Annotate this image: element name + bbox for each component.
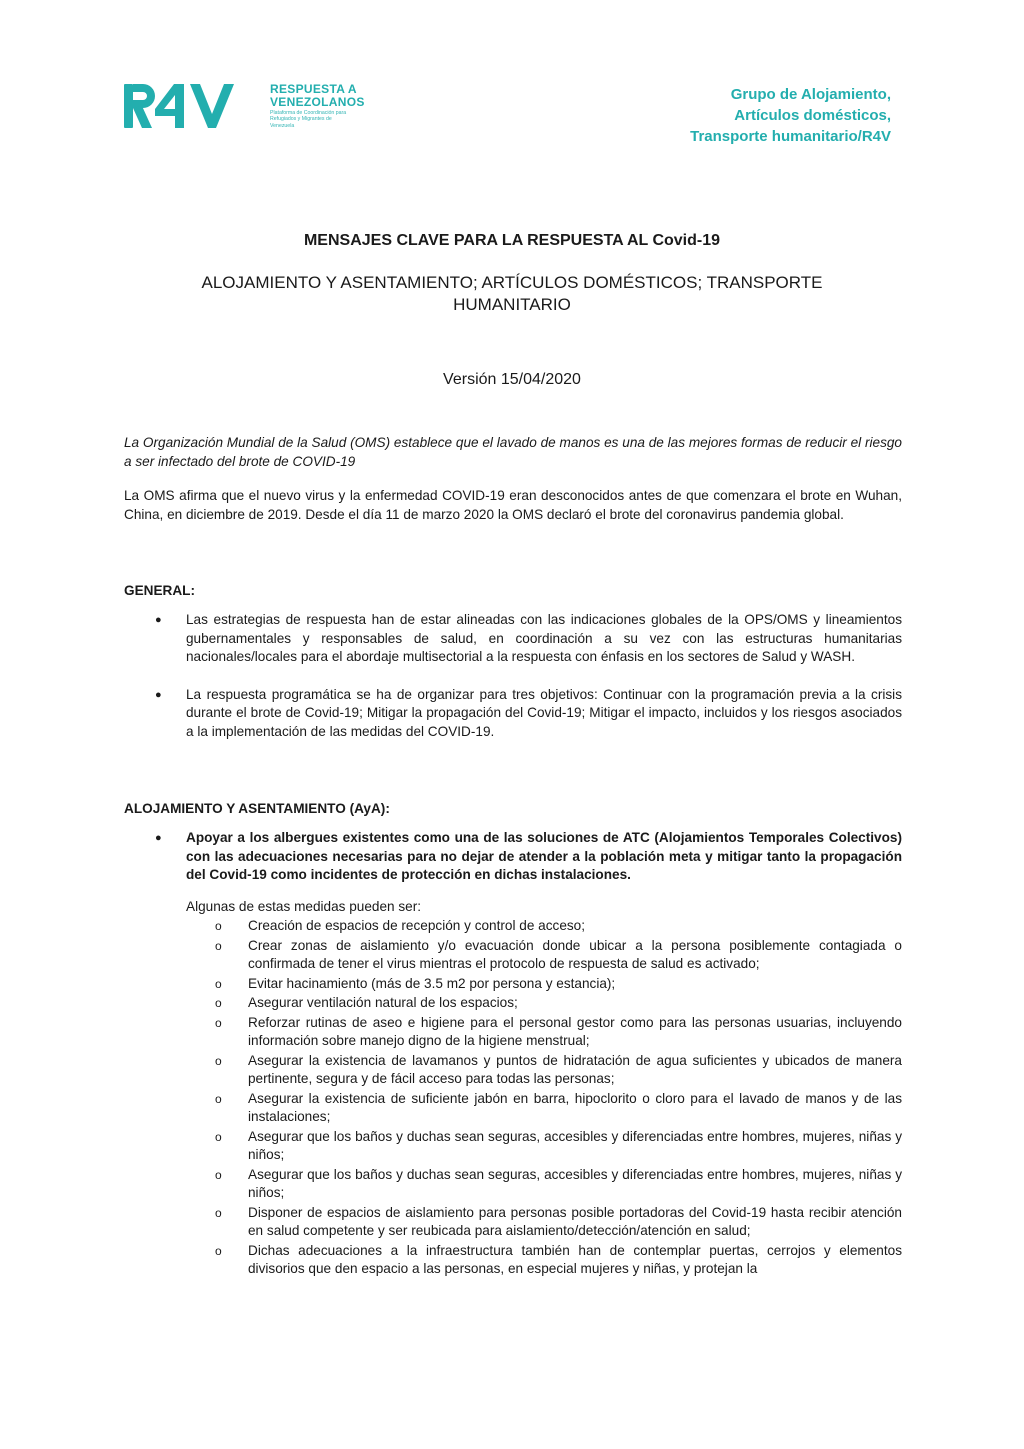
circle-bullet-icon: o xyxy=(215,1243,222,1258)
document-subtitle xyxy=(122,272,902,316)
circle-bullet-icon: o xyxy=(215,938,222,953)
list-item xyxy=(124,829,902,885)
bullet-icon: ● xyxy=(155,832,162,844)
subtitle-line-2: HUMANITARIO xyxy=(453,295,571,314)
sub-list-item xyxy=(186,1014,902,1051)
sub-list-item xyxy=(186,1128,902,1165)
sub-list-item xyxy=(186,1204,902,1241)
logo-line-1: RESPUESTA A xyxy=(270,82,357,97)
sub-list-item-text: Evitar hacinamiento (más de 3.5 m2 por persona y estancia); xyxy=(248,975,616,991)
sub-list-item xyxy=(186,975,902,994)
document-title: MENSAJES CLAVE PARA LA RESPUESTA AL Covid-19 xyxy=(303,232,721,249)
r4v-logo xyxy=(122,82,365,130)
group-line-2: Artículos domésticos, xyxy=(734,107,891,124)
list-item xyxy=(124,686,902,742)
sub-list-item xyxy=(186,1242,902,1279)
r4v-logo-mark xyxy=(122,82,262,130)
circle-bullet-icon: o xyxy=(215,1167,222,1182)
circle-bullet-icon: o xyxy=(215,996,222,1010)
group-line-3: Transporte humanitario/R4V xyxy=(690,128,891,145)
circle-bullet-icon: o xyxy=(215,1053,222,1068)
circle-bullet-icon: o xyxy=(215,1129,222,1144)
circle-bullet-icon: o xyxy=(215,976,222,991)
sub-list-item-text: Creación de espacios de recepción y control de acceso; xyxy=(248,918,586,933)
sub-list-item-text: Reforzar rutinas de aseo e higiene para el personal gestor como para las personas usuarias, incluyendo información sobre manejo digno de la higiene menstrual; xyxy=(248,1014,902,1048)
logo-line-2: VENEZOLANOS xyxy=(270,95,365,110)
circle-bullet-icon: o xyxy=(215,1015,222,1030)
aya-list xyxy=(124,829,902,885)
sub-list-item-text: Asegurar la existencia de suficiente jabón en barra, hipoclorito o cloro para el lavado de manos y de las instalaciones; xyxy=(248,1090,902,1124)
sub-list-item xyxy=(186,917,902,936)
intro-paragraph: La OMS afirma que el nuevo virus y la enfermedad COVID-19 eran desconocidos antes de que comenzara el brote en Wuhan, China, en diciembre de 2019. Desde el día 11 de marzo 2020 la OMS declaró el brote del coronavirus pandemia global. xyxy=(124,488,902,522)
circle-bullet-icon: o xyxy=(215,919,222,933)
group-header xyxy=(690,84,891,147)
subtitle-line-1: ALOJAMIENTO Y ASENTAMIENTO; ARTÍCULOS DOMÉSTICOS; TRANSPORTE xyxy=(201,273,823,292)
sub-list-item-text: Dichas adecuaciones a la infraestructura también han de contemplar puertas, cerrojos y elementos divisorios que den espacio a las personas, en especial mujeres y niñas, y protejan la xyxy=(248,1242,902,1276)
sub-list-item-text: Asegurar que los baños y duchas sean seguras, accesibles y diferenciadas entre hombres, mujeres, niñas y niños; xyxy=(248,1166,902,1200)
intro-italic-paragraph: La Organización Mundial de la Salud (OMS) establece que el lavado de manos es una de las mejores formas de reducir el riesgo a ser infectado del brote de COVID-19 xyxy=(124,435,902,469)
list-item-text: La respuesta programática se ha de organizar para tres objetivos: Continuar con la programación previa a la crisis durante el brote de Covid-19; Mitigar la propagación del Covid-19; Mitigar el impacto, incluidos y los riesgos asociados a la implementación de las medidas del COVID-19. xyxy=(186,686,902,739)
bullet-icon: ● xyxy=(155,614,162,626)
sub-list-item-text: Asegurar ventilación natural de los espacios; xyxy=(248,995,518,1010)
sub-list-item xyxy=(186,1166,902,1203)
list-item-text: Apoyar a los albergues existentes como una de las soluciones de ATC (Alojamientos Temporales Colectivos) con las adecuaciones necesarias para no dejar de atender a la población meta y mitigar tanto la propagación del Covid-19 como incidentes de protección en dichas instalaciones. xyxy=(186,830,902,882)
list-item xyxy=(124,611,902,667)
sub-list-item xyxy=(186,994,902,1013)
list-item-text: Las estrategias de respuesta han de estar alineadas con las indicaciones globales de la OPS/OMS y lineamientos gubernamentales y responsables de salud, en coordinación a su vez con las estructuras humanitarias nacionales/locales para el abordaje multisectorial a la respuesta con énfasis en los sectores de Salud y WASH. xyxy=(186,612,902,664)
sub-list-item-text: Crear zonas de aislamiento y/o evacuación donde ubicar a la persona posiblemente contagiada o confirmada de tener el virus mientras el protocolo de respuesta de salud es activado; xyxy=(248,937,902,971)
measures-list xyxy=(186,917,902,1280)
measures-intro: Algunas de estas medidas pueden ser: xyxy=(186,899,422,914)
logo-line-3: Plataforma de Coordinación para Refugiados y Migrantes de Venezuela xyxy=(270,110,347,129)
section-heading-general: GENERAL: xyxy=(124,583,195,598)
bullet-icon: ● xyxy=(155,688,162,701)
logo-wordmark xyxy=(270,83,365,129)
sub-list-item xyxy=(186,937,902,974)
general-list xyxy=(124,611,902,741)
sub-list-item-text: Asegurar la existencia de lavamanos y puntos de hidratación de agua suficientes y ubicados de manera pertinente, segura y de fácil acceso para todas las personas; xyxy=(248,1052,902,1086)
circle-bullet-icon: o xyxy=(215,1205,222,1220)
section-heading-aya: ALOJAMIENTO Y ASENTAMIENTO (AyA): xyxy=(124,801,390,816)
sub-list-item-text: Disponer de espacios de aislamiento para personas posible portadoras del Covid-19 hasta recibir atención en salud competente y ser reubicada para aislamiento/detección/atención en salud; xyxy=(248,1204,902,1238)
version-label: Versión 15/04/2020 xyxy=(443,371,581,388)
sub-list-item-text: Asegurar que los baños y duchas sean seguras, accesibles y diferenciadas entre hombres, mujeres, niñas y niños; xyxy=(248,1128,902,1162)
sub-list-item xyxy=(186,1052,902,1089)
circle-bullet-icon: o xyxy=(215,1091,222,1106)
group-line-1: Grupo de Alojamiento, xyxy=(730,86,891,103)
sub-list-item xyxy=(186,1090,902,1127)
